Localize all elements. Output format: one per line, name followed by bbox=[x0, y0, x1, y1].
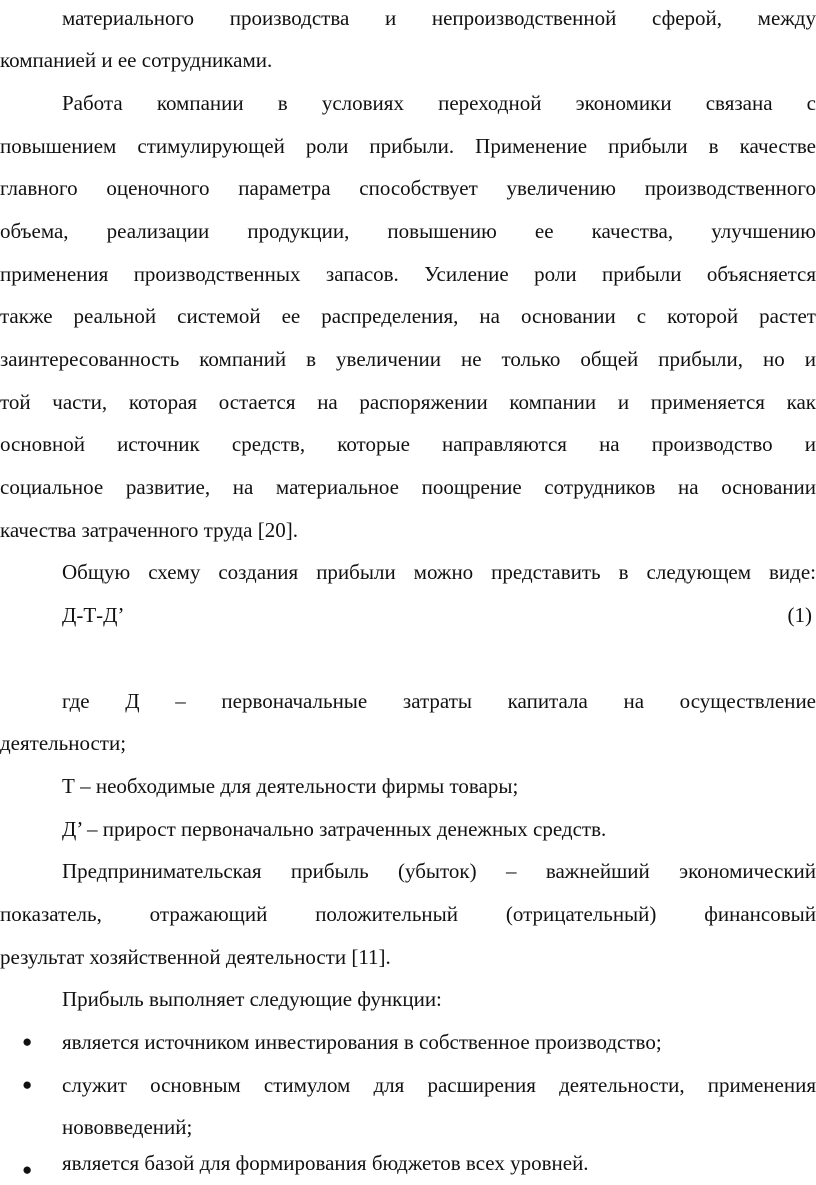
paragraph-line: применения производственных запасов. Усиление роли прибыли объясняется bbox=[0, 262, 816, 286]
paragraph-line: главного оценочного параметра способствует увеличению производственного bbox=[0, 176, 816, 200]
paragraph-line: качества затраченного труда [20]. bbox=[0, 518, 298, 542]
bullet-item-line: является источником инвестирования в собственное производство; bbox=[62, 1030, 662, 1054]
paragraph-line: Прибыль выполняет следующие функции: bbox=[62, 987, 442, 1011]
bullet-marker: ● bbox=[22, 1160, 33, 1179]
paragraph-line: Предпринимательская прибыль (убыток) – важнейший экономический bbox=[62, 859, 816, 883]
formula-number: (1) bbox=[787, 603, 812, 627]
paragraph-line: той части, которая остается на распоряжении компании и применяется как bbox=[0, 390, 816, 414]
legend-line: где Д – первоначальные затраты капитала на осуществление bbox=[62, 689, 816, 713]
paragraph-line: Общую схему создания прибыли можно представить в следующем виде: bbox=[62, 560, 816, 584]
paragraph-line: социальное развитие, на материальное поощрение сотрудников на основании bbox=[0, 475, 816, 499]
legend-line: Д’ – прирост первоначально затраченных денежных средств. bbox=[62, 817, 607, 841]
bullet-marker: ● bbox=[22, 1075, 33, 1094]
paragraph-line: компанией и ее сотрудниками. bbox=[0, 48, 273, 72]
legend-line: деятельности; bbox=[0, 731, 127, 755]
paragraph-line: заинтересованность компаний в увеличении не только общей прибыли, но и bbox=[0, 347, 816, 371]
paragraph-line: показатель, отражающий положительный (отрицательный) финансовый bbox=[0, 902, 816, 926]
bullet-marker: ● bbox=[22, 1032, 33, 1051]
paragraph-line: также реальной системой ее распределения, на основании с которой растет bbox=[0, 304, 816, 328]
paragraph-line: материального производства и непроизводственной сферой, между bbox=[62, 6, 816, 30]
bullet-item-line: служит основным стимулом для расширения деятельности, применения bbox=[62, 1073, 816, 1097]
bullet-item-line: нововведений; bbox=[62, 1115, 193, 1139]
paragraph-line: повышением стимулирующей роли прибыли. Применение прибыли в качестве bbox=[0, 134, 816, 158]
paragraph-line: Работа компании в условиях переходной экономики связана с bbox=[62, 91, 816, 115]
paragraph-line: объема, реализации продукции, повышению ее качества, улучшению bbox=[0, 219, 816, 243]
legend-line: Т – необходимые для деятельности фирмы товары; bbox=[62, 774, 519, 798]
paragraph-line: результат хозяйственной деятельности [11]. bbox=[0, 945, 391, 969]
paragraph-line: основной источник средств, которые направляются на производство и bbox=[0, 432, 816, 456]
bullet-item-line: является базой для формирования бюджетов всех уровней. bbox=[62, 1151, 589, 1175]
formula-expression: Д-Т-Д’ bbox=[62, 603, 125, 627]
